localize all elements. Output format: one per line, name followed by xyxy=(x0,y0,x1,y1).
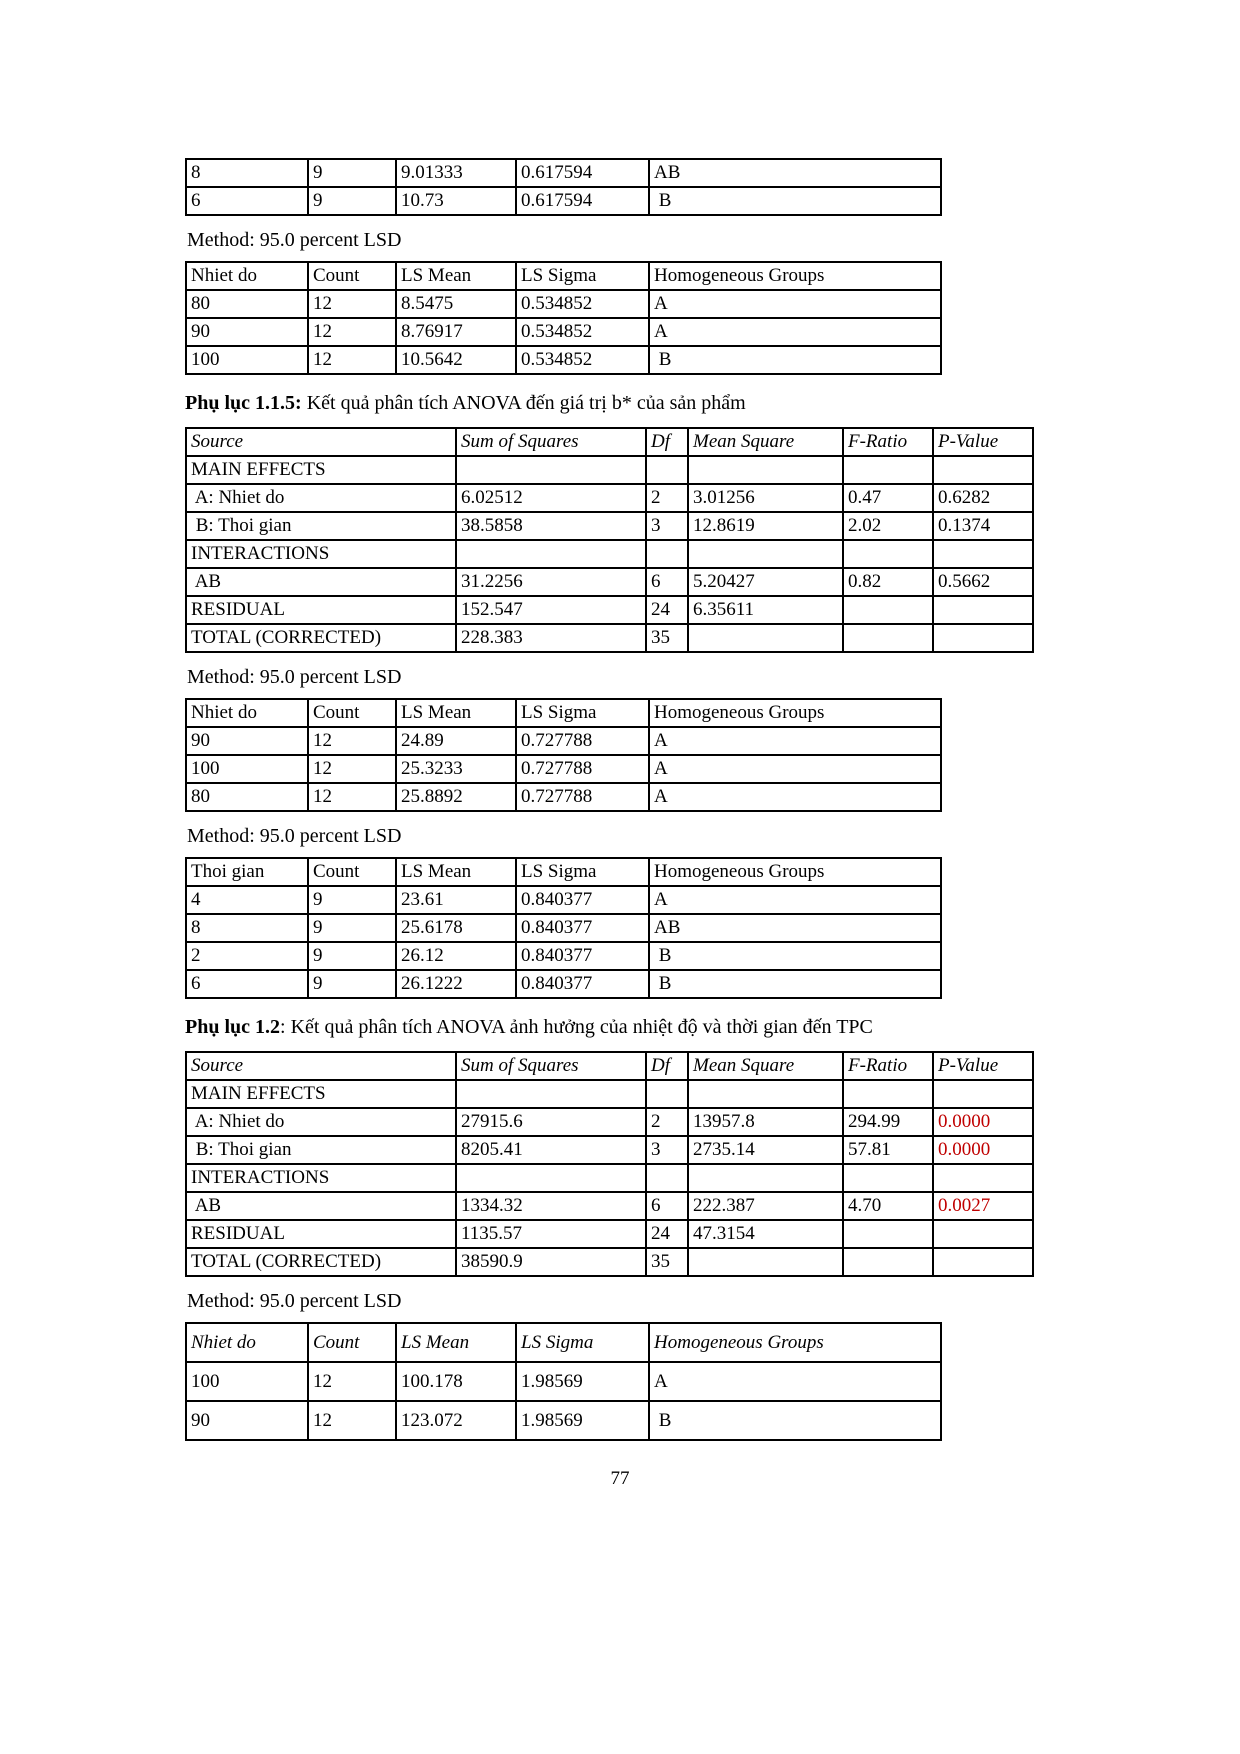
table-cell: RESIDUAL xyxy=(186,596,456,624)
table-cell xyxy=(843,1164,933,1192)
column-header: Count xyxy=(308,262,396,290)
table-cell: A: Nhiet do xyxy=(186,484,456,512)
column-header: Df xyxy=(646,428,688,456)
table-cell: 9 xyxy=(308,886,396,914)
table-cell xyxy=(933,540,1033,568)
table-cell: A xyxy=(649,290,941,318)
table-cell: 0.534852 xyxy=(516,318,649,346)
header-row xyxy=(186,1323,941,1362)
table-cell: 100 xyxy=(186,1362,308,1401)
table-cell: 80 xyxy=(186,783,308,811)
table-row xyxy=(186,456,1033,484)
lsd-table-nhiet-do-b xyxy=(185,698,942,812)
column-header: LS Mean xyxy=(396,262,516,290)
table-cell: 4 xyxy=(186,886,308,914)
column-header: LS Mean xyxy=(396,858,516,886)
table-row xyxy=(186,187,941,215)
table-cell xyxy=(646,456,688,484)
table-cell: 9.01333 xyxy=(396,159,516,187)
heading-text: Kết quả phân tích ANOVA đến giá trị b* của sản phẩm xyxy=(301,392,746,414)
table-cell: 12 xyxy=(308,1401,396,1440)
table-row xyxy=(186,540,1033,568)
heading-text: : Kết quả phân tích ANOVA ảnh hưởng của nhiệt độ và thời gian đến TPC xyxy=(280,1016,873,1038)
column-header: F-Ratio xyxy=(843,1052,933,1080)
table-row xyxy=(186,1164,1033,1192)
table-cell: 294.99 xyxy=(843,1108,933,1136)
table-cell xyxy=(933,1248,1033,1276)
table-row xyxy=(186,346,941,374)
table-cell: 10.73 xyxy=(396,187,516,215)
table-cell: 26.1222 xyxy=(396,970,516,998)
table-cell: 0.0000 xyxy=(933,1108,1033,1136)
table-cell: 80 xyxy=(186,290,308,318)
table-row xyxy=(186,783,941,811)
table-cell: 9 xyxy=(308,159,396,187)
column-header: Homogeneous Groups xyxy=(649,699,941,727)
column-header: Source xyxy=(186,1052,456,1080)
table-cell: 222.387 xyxy=(688,1192,843,1220)
table-row xyxy=(186,512,1033,540)
lsd-table-nhiet-do-tpc xyxy=(185,1322,942,1441)
table-cell: 0.617594 xyxy=(516,159,649,187)
table-cell xyxy=(933,624,1033,652)
table-cell xyxy=(843,596,933,624)
table-row xyxy=(186,1220,1033,1248)
table-cell: 90 xyxy=(186,318,308,346)
table-cell: 8.76917 xyxy=(396,318,516,346)
appendix-1-2-heading xyxy=(185,1016,1085,1039)
table-row xyxy=(186,886,941,914)
table-cell: A: Nhiet do xyxy=(186,1108,456,1136)
table-cell: 5.20427 xyxy=(688,568,843,596)
table-cell: 24 xyxy=(646,596,688,624)
table-cell: B xyxy=(649,970,941,998)
column-header: Nhiet do xyxy=(186,262,308,290)
lsd-table-thoi-gian-bstar-continued xyxy=(185,158,942,216)
column-header: F-Ratio xyxy=(843,428,933,456)
table-cell: 8 xyxy=(186,159,308,187)
table-cell xyxy=(933,1220,1033,1248)
table-cell: MAIN EFFECTS xyxy=(186,456,456,484)
table-cell xyxy=(688,1248,843,1276)
table-cell: AB xyxy=(649,914,941,942)
heading-label: Phụ lục 1.2 xyxy=(185,1016,281,1038)
table-cell: 9 xyxy=(308,187,396,215)
table-cell: 2.02 xyxy=(843,512,933,540)
table-row xyxy=(186,596,1033,624)
table-cell: 0.727788 xyxy=(516,755,649,783)
column-header: LS Sigma xyxy=(516,262,649,290)
table-cell: 90 xyxy=(186,1401,308,1440)
table-cell: 100 xyxy=(186,346,308,374)
table-cell: 26.12 xyxy=(396,942,516,970)
column-header: Homogeneous Groups xyxy=(649,1323,941,1362)
header-row xyxy=(186,1052,1033,1080)
table-cell: 1334.32 xyxy=(456,1192,646,1220)
heading-label: Phụ lục 1.1.5: xyxy=(185,392,302,414)
table-cell: A xyxy=(649,1362,941,1401)
page-number: 77 xyxy=(610,1468,630,1489)
table-cell: 3 xyxy=(646,512,688,540)
table-cell: 12 xyxy=(308,346,396,374)
column-header: P-Value xyxy=(933,428,1033,456)
table-cell: 10.5642 xyxy=(396,346,516,374)
table-cell: 2 xyxy=(646,484,688,512)
table-cell: 0.47 xyxy=(843,484,933,512)
table-cell: 38.5858 xyxy=(456,512,646,540)
table-cell: 25.3233 xyxy=(396,755,516,783)
table-cell: 0.840377 xyxy=(516,886,649,914)
table-cell: RESIDUAL xyxy=(186,1220,456,1248)
column-header: Homogeneous Groups xyxy=(649,858,941,886)
column-header: Count xyxy=(308,699,396,727)
table-row xyxy=(186,1108,1033,1136)
table-cell xyxy=(456,540,646,568)
table-cell xyxy=(456,1080,646,1108)
column-header: LS Sigma xyxy=(516,699,649,727)
header-row xyxy=(186,262,941,290)
table-cell: 47.3154 xyxy=(688,1220,843,1248)
table-cell: 0.0027 xyxy=(933,1192,1033,1220)
table-cell: 25.8892 xyxy=(396,783,516,811)
table-row xyxy=(186,755,941,783)
column-header: Mean Square xyxy=(688,428,843,456)
table-row xyxy=(186,624,1033,652)
table-cell: 0.617594 xyxy=(516,187,649,215)
table-cell: B: Thoi gian xyxy=(186,1136,456,1164)
table-row xyxy=(186,318,941,346)
column-header: Sum of Squares xyxy=(456,428,646,456)
table-cell: 6.35611 xyxy=(688,596,843,624)
appendix-1-1-5-heading xyxy=(185,392,1085,415)
table-cell: B xyxy=(649,942,941,970)
table-row xyxy=(186,1080,1033,1108)
table-cell: 2735.14 xyxy=(688,1136,843,1164)
table-row xyxy=(186,914,941,942)
table-cell: 2 xyxy=(186,942,308,970)
table-cell: 8 xyxy=(186,914,308,942)
table-cell: 1135.57 xyxy=(456,1220,646,1248)
column-header: LS Mean xyxy=(396,1323,516,1362)
table-cell: 24.89 xyxy=(396,727,516,755)
table-cell: 0.0000 xyxy=(933,1136,1033,1164)
table-cell: 4.70 xyxy=(843,1192,933,1220)
column-header: Thoi gian xyxy=(186,858,308,886)
table-cell xyxy=(688,456,843,484)
table-cell: 12 xyxy=(308,783,396,811)
table-cell: 35 xyxy=(646,1248,688,1276)
table-row xyxy=(186,1192,1033,1220)
table-cell xyxy=(843,1248,933,1276)
table-cell xyxy=(646,1080,688,1108)
column-header: Count xyxy=(308,858,396,886)
table-cell: 9 xyxy=(308,942,396,970)
table-cell: 0.6282 xyxy=(933,484,1033,512)
table-cell: 12 xyxy=(308,727,396,755)
table-cell: 35 xyxy=(646,624,688,652)
column-header: P-Value xyxy=(933,1052,1033,1080)
table-cell: 9 xyxy=(308,914,396,942)
table-cell: 228.383 xyxy=(456,624,646,652)
table-cell: AB xyxy=(186,568,456,596)
table-cell: 100 xyxy=(186,755,308,783)
table-cell xyxy=(843,1080,933,1108)
table-cell: MAIN EFFECTS xyxy=(186,1080,456,1108)
table-cell: 12 xyxy=(308,755,396,783)
table-cell: 6 xyxy=(186,187,308,215)
table-row xyxy=(186,1401,941,1440)
table-cell: 6 xyxy=(646,1192,688,1220)
table-cell: 0.840377 xyxy=(516,914,649,942)
table-cell: 0.727788 xyxy=(516,727,649,755)
table-row xyxy=(186,568,1033,596)
lsd-table-thoi-gian-b xyxy=(185,857,942,999)
table-cell: TOTAL (CORRECTED) xyxy=(186,624,456,652)
table-cell: 57.81 xyxy=(843,1136,933,1164)
table-row xyxy=(186,1362,941,1401)
table-row xyxy=(186,484,1033,512)
table-cell: 0.5662 xyxy=(933,568,1033,596)
table-cell: A xyxy=(649,783,941,811)
table-cell: 23.61 xyxy=(396,886,516,914)
table-cell: TOTAL (CORRECTED) xyxy=(186,1248,456,1276)
table-cell: 12.8619 xyxy=(688,512,843,540)
table-cell xyxy=(456,456,646,484)
table-cell: 0.534852 xyxy=(516,346,649,374)
table-cell xyxy=(843,1220,933,1248)
table-cell xyxy=(646,540,688,568)
column-header: Mean Square xyxy=(688,1052,843,1080)
table-cell: 0.534852 xyxy=(516,290,649,318)
table-cell: 38590.9 xyxy=(456,1248,646,1276)
table-cell: AB xyxy=(186,1192,456,1220)
table-cell: 8.5475 xyxy=(396,290,516,318)
table-cell: 24 xyxy=(646,1220,688,1248)
table-row xyxy=(186,1248,1033,1276)
table-cell: 1.98569 xyxy=(516,1401,649,1440)
table-row xyxy=(186,159,941,187)
table-cell: 6 xyxy=(646,568,688,596)
column-header: Sum of Squares xyxy=(456,1052,646,1080)
table-cell xyxy=(933,1164,1033,1192)
anova-table-tpc xyxy=(185,1051,1034,1277)
header-row xyxy=(186,699,941,727)
table-cell: 1.98569 xyxy=(516,1362,649,1401)
table-cell xyxy=(933,1080,1033,1108)
table-cell: 3 xyxy=(646,1136,688,1164)
column-header: Source xyxy=(186,428,456,456)
table-cell: 123.072 xyxy=(396,1401,516,1440)
table-cell: 27915.6 xyxy=(456,1108,646,1136)
lsd-table-nhiet-do-bstar xyxy=(185,261,942,375)
table-row xyxy=(186,1136,1033,1164)
table-cell: B xyxy=(649,346,941,374)
table-cell: B: Thoi gian xyxy=(186,512,456,540)
method-note-2: Method: 95.0 percent LSD xyxy=(187,666,402,688)
table-cell xyxy=(843,456,933,484)
table-cell: 6.02512 xyxy=(456,484,646,512)
table-cell: A xyxy=(649,727,941,755)
table-cell: 12 xyxy=(308,318,396,346)
table-cell: INTERACTIONS xyxy=(186,540,456,568)
table-cell: AB xyxy=(649,159,941,187)
table-cell: 31.2256 xyxy=(456,568,646,596)
table-cell: 0.840377 xyxy=(516,942,649,970)
table-cell: 2 xyxy=(646,1108,688,1136)
table-cell: 3.01256 xyxy=(688,484,843,512)
table-row xyxy=(186,290,941,318)
column-header: Homogeneous Groups xyxy=(649,262,941,290)
table-cell xyxy=(688,1164,843,1192)
column-header: LS Mean xyxy=(396,699,516,727)
column-header: Count xyxy=(308,1323,396,1362)
table-cell xyxy=(933,596,1033,624)
table-cell: 0.1374 xyxy=(933,512,1033,540)
column-header: Nhiet do xyxy=(186,699,308,727)
table-cell: A xyxy=(649,886,941,914)
column-header: Df xyxy=(646,1052,688,1080)
table-cell xyxy=(688,1080,843,1108)
table-cell: 9 xyxy=(308,970,396,998)
table-cell xyxy=(843,540,933,568)
table-row xyxy=(186,970,941,998)
table-cell: 13957.8 xyxy=(688,1108,843,1136)
table-row xyxy=(186,727,941,755)
method-note-4: Method: 95.0 percent LSD xyxy=(187,1290,402,1312)
table-cell xyxy=(456,1164,646,1192)
table-cell: 12 xyxy=(308,290,396,318)
column-header: LS Sigma xyxy=(516,1323,649,1362)
header-row xyxy=(186,428,1033,456)
table-cell: 0.727788 xyxy=(516,783,649,811)
table-cell: 152.547 xyxy=(456,596,646,624)
table-cell: 6 xyxy=(186,970,308,998)
table-cell xyxy=(688,540,843,568)
table-cell: 90 xyxy=(186,727,308,755)
table-cell: 0.82 xyxy=(843,568,933,596)
header-row xyxy=(186,858,941,886)
table-cell xyxy=(843,624,933,652)
table-cell: 12 xyxy=(308,1362,396,1401)
table-row xyxy=(186,942,941,970)
page-content xyxy=(185,158,1085,1454)
table-cell: A xyxy=(649,755,941,783)
table-cell xyxy=(646,1164,688,1192)
table-cell: B xyxy=(649,187,941,215)
table-cell: B xyxy=(649,1401,941,1440)
method-note-3: Method: 95.0 percent LSD xyxy=(187,825,402,847)
method-note-1: Method: 95.0 percent LSD xyxy=(187,229,402,251)
column-header: LS Sigma xyxy=(516,858,649,886)
table-cell: 100.178 xyxy=(396,1362,516,1401)
table-cell: INTERACTIONS xyxy=(186,1164,456,1192)
table-cell: 0.840377 xyxy=(516,970,649,998)
table-cell: 8205.41 xyxy=(456,1136,646,1164)
column-header: Nhiet do xyxy=(186,1323,308,1362)
table-cell xyxy=(933,456,1033,484)
table-cell xyxy=(688,624,843,652)
table-cell: A xyxy=(649,318,941,346)
table-cell: 25.6178 xyxy=(396,914,516,942)
anova-table-bstar xyxy=(185,427,1034,653)
